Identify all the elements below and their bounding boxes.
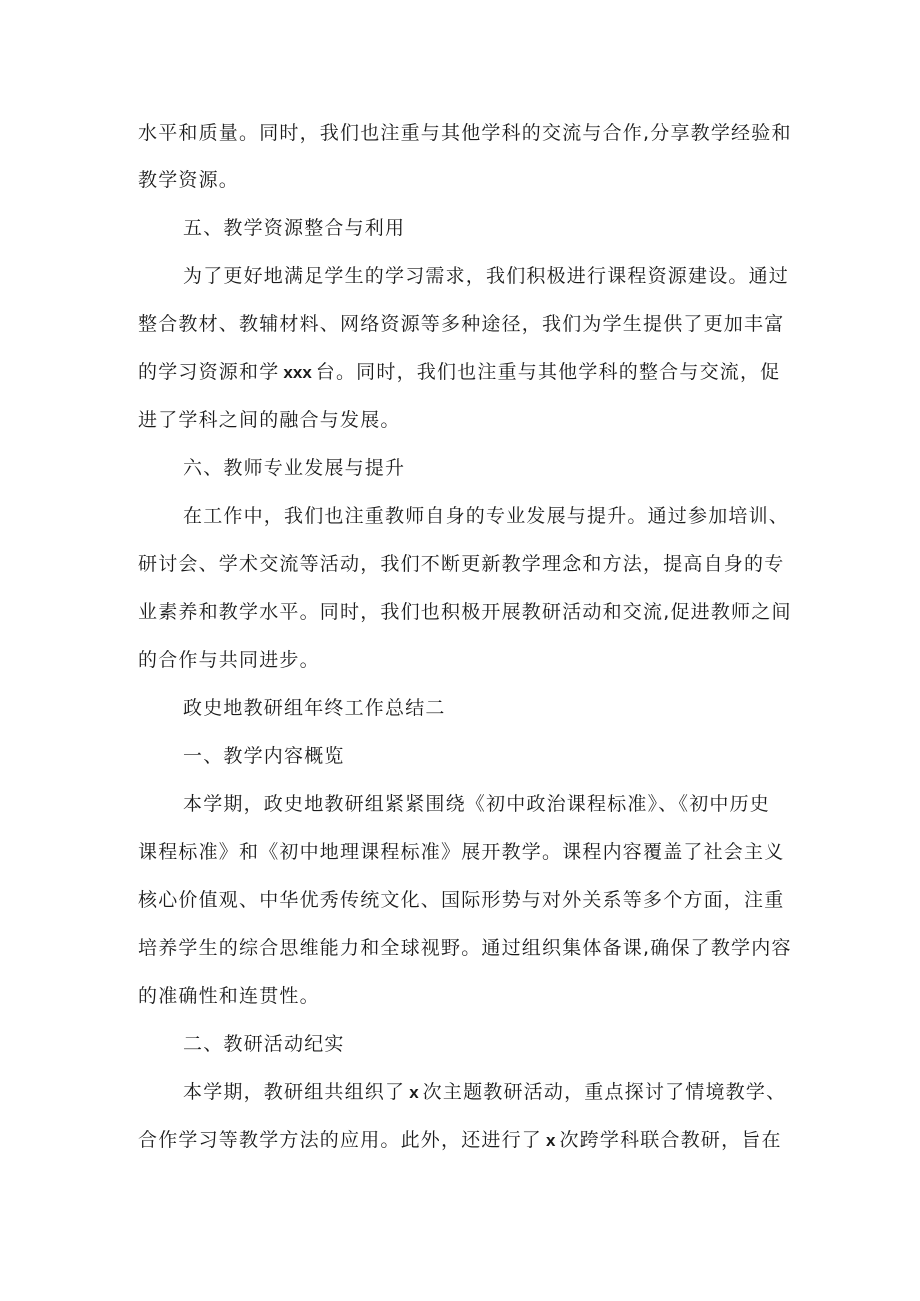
paragraph-line-xxx	[138, 359, 798, 385]
paragraph-line: 业素养和教学水平。同时，我们也积极开展教研活动和交流,促进教师之间	[138, 601, 792, 623]
paragraph-line: 进了学科之间的融合与发展。	[138, 409, 401, 431]
paragraph-line: 整合教材、教辅材料、网络资源等多种途径，我们为学生提供了更加丰富	[138, 313, 785, 335]
section-heading-2: 二、教研活动纪实	[183, 1033, 345, 1055]
section-heading-6: 六、教师专业发展与提升	[183, 457, 406, 479]
placeholder-token: x	[546, 1131, 556, 1150]
paragraph-line: 的准确性和连贯性。	[138, 985, 320, 1007]
document-title-2: 政史地教研组年终工作总结二	[183, 697, 446, 719]
section-heading-5: 五、教学资源整合与利用	[183, 217, 406, 239]
placeholder-token: xxx	[283, 363, 312, 382]
paragraph-line: 课程标准》和《初中地理课程标准》展开教学。课程内容覆盖了社会主义	[138, 841, 785, 863]
paragraph-line: 教学资源。	[138, 169, 240, 191]
paragraph-line: 本学期，政史地教研组紧紧围绕《初中政治课程标准》、《初中历史	[183, 793, 771, 815]
paragraph-line: 水平和质量。同时，我们也注重与其他学科的交流与合作,分享教学经验和	[138, 122, 792, 144]
line-text-before: 合作学习等教学方法的应用。此外，还进行了	[138, 1129, 543, 1151]
paragraph-line-x2	[138, 1127, 798, 1153]
section-heading-1: 一、教学内容概览	[183, 745, 345, 767]
placeholder-token: x	[409, 1083, 419, 1102]
paragraph-line: 为了更好地满足学生的学习需求，我们积极进行课程资源建设。通过	[183, 265, 790, 287]
line-text-after: 台。同时，我们也注重与其他学科的整合与交流，促	[315, 361, 781, 383]
paragraph-line: 培养学生的综合思维能力和全球视野。通过组织集体备课,确保了教学内容	[138, 937, 792, 959]
paragraph-line: 核心价值观、中华优秀传统文化、国际形势与对外关系等多个方面，注重	[138, 889, 785, 911]
paragraph-line: 研讨会、学术交流等活动，我们不断更新教学理念和方法，提高自身的专	[138, 553, 785, 575]
line-text-after: 次主题教研活动，重点探讨了情境教学、	[422, 1081, 787, 1103]
line-text-before: 本学期，教研组共组织了	[183, 1081, 406, 1103]
paragraph-line: 在工作中，我们也注重教师自身的专业发展与提升。通过参加培训、	[183, 505, 790, 527]
line-text-before: 的学习资源和学	[138, 361, 280, 383]
paragraph-line-x1	[183, 1079, 843, 1105]
paragraph-line: 的合作与共同进步。	[138, 649, 320, 671]
line-text-after: 次跨学科联合教研，旨在	[559, 1129, 782, 1151]
